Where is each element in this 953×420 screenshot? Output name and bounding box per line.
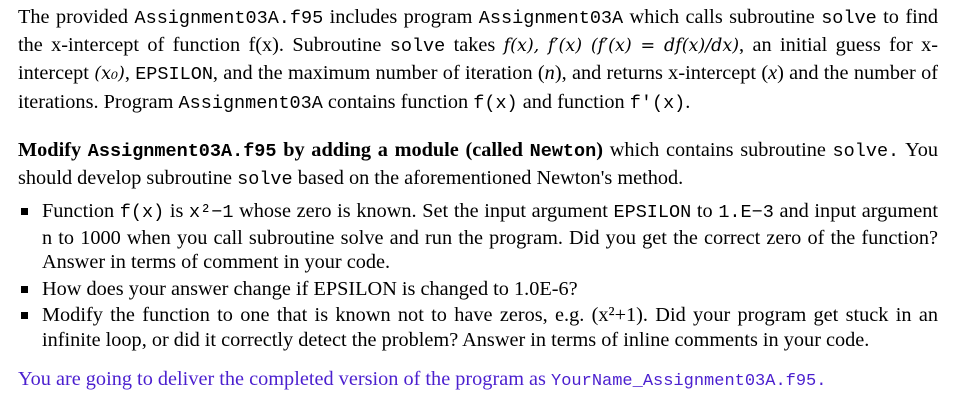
program-name: Assignment03A <box>478 8 624 29</box>
modify-paragraph <box>18 137 938 193</box>
intro-text: to find the x-intercept of function f(x). Subroutine <box>18 6 938 57</box>
function-name: f(x) <box>119 202 165 224</box>
intercept-symbol: x <box>768 62 778 85</box>
task-text: to <box>691 200 719 223</box>
deliverable-file-name: YourName_Assignment03A.f95. <box>551 372 827 392</box>
subroutine-name: solve <box>389 36 446 58</box>
intro-text: takes <box>445 34 504 57</box>
deliver-text: You are going to deliver the completed version of the program as <box>18 368 552 391</box>
intro-text: , <box>124 62 136 85</box>
list-item <box>18 277 938 302</box>
intro-text: , and the maximum number of iteration ( <box>212 62 545 85</box>
intro-text: The provided <box>18 6 135 28</box>
modify-text: which contains subroutine <box>603 138 833 161</box>
intro-text: ), and returns x-intercept ( <box>554 62 769 85</box>
intro-text: ) and the number of iterations. Program <box>18 62 939 113</box>
source-file-name: Assignment03A.f95 <box>134 8 324 29</box>
subroutine-name: solve <box>821 8 877 29</box>
function-expression: x²−1 <box>189 202 234 224</box>
assignment-document <box>18 4 938 395</box>
list-item <box>18 303 938 352</box>
program-name: Assignment03A <box>178 92 323 114</box>
intro-text: contains function <box>322 90 474 113</box>
list-item <box>18 199 938 275</box>
task-text: Function <box>42 200 120 223</box>
modify-text: Modify <box>18 138 88 161</box>
intro-paragraph <box>18 4 938 117</box>
epsilon-name: EPSILON <box>613 202 692 224</box>
square-bullet-icon <box>21 286 28 293</box>
epsilon-name: EPSILON <box>135 64 213 86</box>
intro-text: , an initial guess for x-intercept <box>18 34 938 85</box>
intro-text: includes program <box>323 6 479 28</box>
intro-text: which calls subroutine <box>623 6 822 28</box>
epsilon-value: 1.E−3 <box>718 202 774 224</box>
iteration-symbol: n <box>544 62 555 85</box>
derivative-function-name: f'(x) <box>629 92 686 114</box>
derivative-formula: f(x), f′(x) (f′(x) = df(x)/dx) <box>503 36 740 57</box>
source-file-name: Assignment03A.f95 <box>87 140 277 162</box>
modify-text: by adding a module (called <box>276 138 530 161</box>
subroutine-name: solve. <box>832 140 900 162</box>
module-name: Newton <box>529 140 597 162</box>
modify-text: ) <box>596 138 604 161</box>
task-text: is <box>164 200 190 223</box>
task-list <box>18 199 938 352</box>
square-bullet-icon <box>21 312 28 319</box>
task-text: How does your answer change if EPSILON is changed to 1.0E-6? <box>42 277 578 300</box>
function-name: f(x) <box>473 92 518 114</box>
subroutine-name: solve <box>237 169 293 191</box>
task-text: whose zero is known. Set the input argument <box>233 200 614 223</box>
modify-text: based on the aforementioned Newton's method. <box>292 167 684 190</box>
modify-text: You should develop subroutine <box>18 138 938 190</box>
initial-guess-symbol: (x₀) <box>94 64 125 85</box>
task-text: Modify the function to one that is known not to have zeros, e.g. (x²+1). Did your program get stuck in an infinite loop, or did it correctly detect the problem? Answer in terms of inline comments in your code. <box>42 304 938 351</box>
square-bullet-icon <box>21 208 28 215</box>
intro-text: . <box>685 90 691 113</box>
intro-text: and function <box>517 90 630 113</box>
deliver-paragraph <box>18 366 938 395</box>
task-text: and input argument n to 1000 when you call subroutine solve and run the program. Did you get the correct zero of the function? Answer in terms of comment in your code. <box>42 200 938 274</box>
